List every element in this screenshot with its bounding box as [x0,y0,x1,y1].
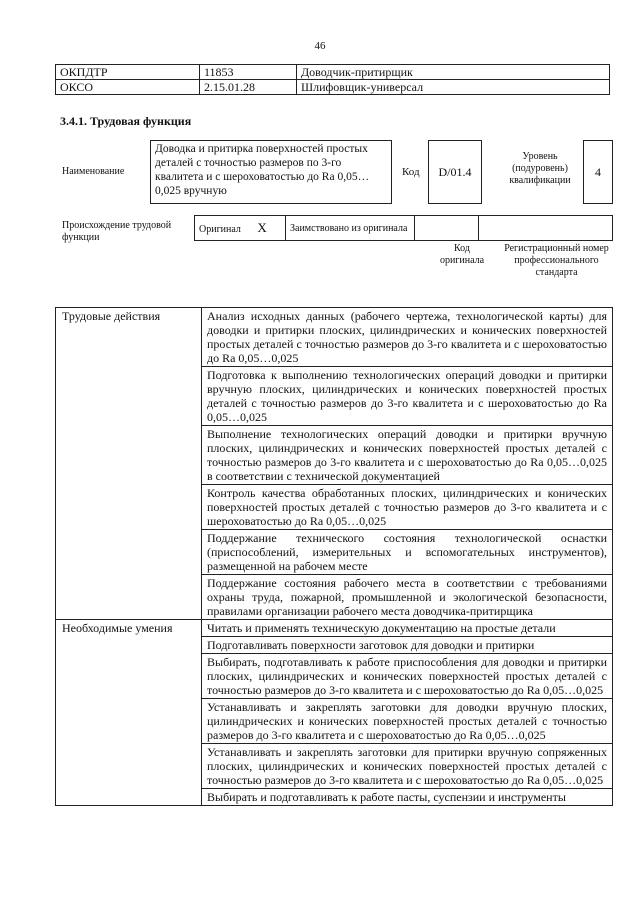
classifier-type: ОКСО [56,80,200,95]
table-row [56,308,613,367]
reg-number-cell [479,216,613,241]
classifier-row [56,80,610,95]
labor-function-table [55,307,613,806]
classifier-code: 2.15.01.28 [200,80,297,95]
table-cell: Устанавливать и закреплять заготовки для притирки вручную сопряженных плоских, цилиндрических и конических поверхностей простых деталей с точностью размеров до 3-го квалитета и с шероховатостью до Ra 0,05…0,025 [202,744,613,789]
table-cell: Поддержание состояния рабочего места в соответствии с требованиями охраны труда, пожарной, промышленной и экологической безопасности, правилами организации рабочего места доводчика-притирщика [202,575,613,620]
original-label: Оригинал [199,223,241,235]
origin-table [194,215,613,241]
classifier-type: ОКПДТР [56,65,200,80]
qualification-level-value: 4 [595,164,601,179]
original-cell [195,216,286,241]
function-code-value: D/01.4 [438,164,472,179]
category-labor-actions: Трудовые действия [56,308,202,620]
table-cell: Анализ исходных данных (рабочего чертежа, технологической карты) для доводки и притирки плоских, цилиндрических и конических поверхностей простых деталей с точностью размеров до 3-го квалитета и с шероховатостью до Ra 0,05…0,025 [202,308,613,367]
classifier-codes-table [55,64,610,95]
table-cell: Читать и применять техническую документацию на простые детали [202,620,613,637]
name-label: Наименование [62,166,125,177]
table-cell: Поддержание технического состояния технологической оснастки (приспособлений, измерительных и вспомогательных инструментов), размещенной на рабочем месте [202,530,613,575]
classifier-code: 11853 [200,65,297,80]
original-code-cell [415,216,479,241]
table-cell: Устанавливать и закреплять заготовки для доводки вручную плоских, цилиндрических и конических поверхностей простых деталей с точностью размеров до 3-го квалитета и с шероховатостью до Ra 0,05…0,025 [202,699,613,744]
borrowed-cell: Заимствовано из оригинала [286,216,415,241]
classifier-row [56,65,610,80]
section-title: 3.4.1. Трудовая функция [60,114,192,128]
table-row [56,620,613,637]
reg-number-caption: Регистрационный номер профессионального стандарта [504,243,609,278]
category-required-skills: Необходимые умения [56,620,202,806]
origin-label: Происхождение трудовой функции [62,220,172,243]
page-number: 46 [314,40,326,52]
table-cell: Выбирать и подготавливать к работе пасты, суспензии и инструменты [202,789,613,806]
original-code-caption: Код оригинала [439,243,485,266]
code-label: Код [402,166,420,178]
function-code-box [428,140,482,204]
function-name-box: Доводка и притирка поверхностей простых деталей с точностью размеров по 3-го квалитета и с шероховатостью до Ra 0,05…0,025 вручную [150,140,392,204]
table-cell: Выполнение технологических операций доводки и притирки вручную плоских, цилиндрических и конических поверхностей простых деталей с точностью размеров до 3-го квалитета и с шероховатостью до Ra 0,05…0,025 в соответствии с технической документацией [202,426,613,485]
qualification-level-box [583,140,613,204]
table-cell: Подготовка к выполнению технологических операций доводки и притирки вручную плоских, цилиндрических и конических поверхностей простых деталей с точностью размеров до 3-го квалитета и с шероховатостью до Ra 0,05…0,025 [202,367,613,426]
table-cell: Подготавливать поверхности заготовок для доводки и притирки [202,637,613,654]
classifier-name: Шлифовщик-универсал [297,80,610,95]
original-mark: X [257,219,267,235]
table-cell: Выбирать, подготавливать к работе приспособления для доводки и притирки плоских, цилиндрических и конических поверхностей простых деталей с точностью размеров до 3-го квалитета и с шероховатостью до Ra 0,05…0,025 [202,654,613,699]
classifier-name: Доводчик-притирщик [297,65,610,80]
qualification-level-label: Уровень (подуровень) квалификации [509,151,571,186]
origin-row [195,216,613,241]
table-cell: Контроль качества обработанных плоских, цилиндрических и конических поверхностей простых деталей с точностью размеров до 3-го квалитета и с шероховатостью до Ra 0,05…0,025 [202,485,613,530]
